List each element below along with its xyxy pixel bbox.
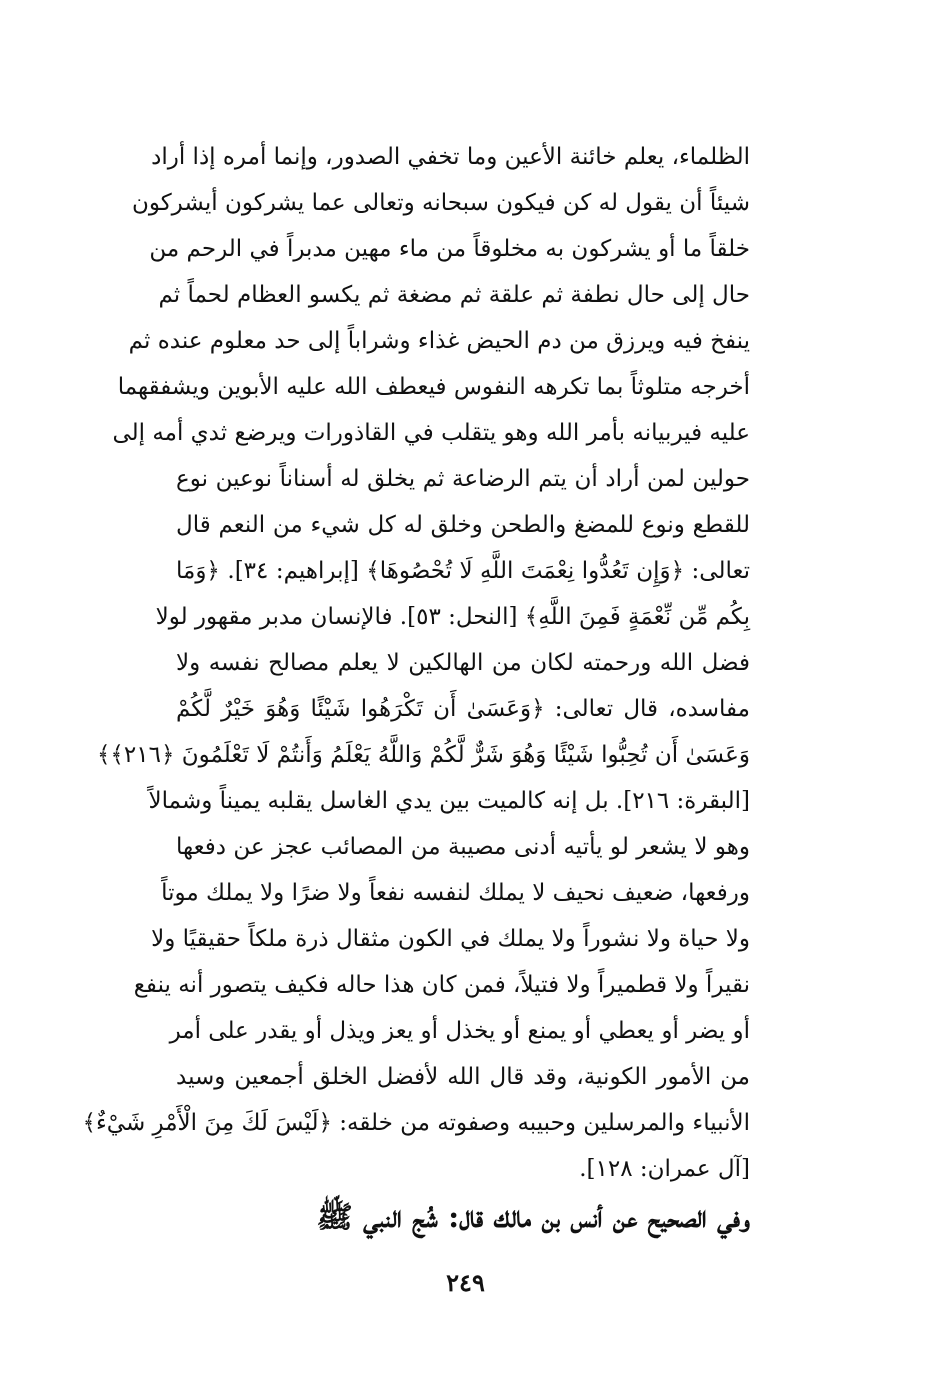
body-line: حال إلى حال نطفة ثم علقة ثم مضغة ثم يكسو العظام لحماً ثم bbox=[158, 282, 750, 308]
body-line: حولين لمن أراد أن يتم الرضاعة ثم يخلق له أسناناً نوعين نوع bbox=[176, 466, 750, 492]
body-line: ولا حياة ولا نشوراً ولا يملك في الكون مثقال ذرة ملكاً حقيقيًا ولا bbox=[151, 926, 750, 952]
body-line: مفاسده، قال تعالى: ﴿وَعَسَىٰ أَن تَكْرَهُوا شَيْئًا وَهُوَ خَيْرٌ لَّكُمْ bbox=[176, 696, 750, 722]
body-line: خلقاً ما أو يشركون به مخلوقاً من ماء مهين مدبراً في الرحم من bbox=[149, 236, 750, 262]
body-line: تعالى: ﴿وَإِن تَعُدُّوا نِعْمَتَ اللَّهِ لَا تُحْصُوهَا﴾ [إبراهيم: ٣٤]. ﴿وَمَا bbox=[176, 558, 750, 584]
body-line: [البقرة: ٢١٦]. بل إنه كالميت بين يدي الغاسل يقلبه يميناً وشمالاً bbox=[148, 788, 750, 814]
body-line: عليه فيربيانه بأمر الله وهو يتقلب في القاذورات ويرضع ثدي أمه إلى bbox=[112, 420, 750, 446]
body-line: وَعَسَىٰ أَن تُحِبُّوا شَيْئًا وَهُوَ شَرٌّ لَّكُمْ وَاللَّهُ يَعْلَمُ وَأَنتُمْ لَا تَعْلَمُونَ ﴿٢١٦﴾﴾ bbox=[96, 742, 750, 768]
body-line: ينفخ فيه ويرزق من دم الحيض غذاء وشراباً إلى حد معلوم عنده ثم bbox=[128, 328, 750, 354]
section-heading: وفي الصحيح عن أنس بن مالك قال: شُج النبي ﷺ bbox=[316, 1200, 750, 1235]
body-line: الظلماء، يعلم خائنة الأعين وما تخفي الصدور، وإنما أمره إذا أراد bbox=[151, 144, 750, 170]
body-line: [آل عمران: ١٢٨]. bbox=[579, 1156, 750, 1182]
body-line: شيئاً أن يقول له كن فيكون سبحانه وتعالى عما يشركون أيشركون bbox=[131, 190, 750, 216]
body-line: بِكُم مِّن نِّعْمَةٍ فَمِنَ اللَّهِ﴾ [النحل: ٥٣]. فالإنسان مدبر مقهور لولا bbox=[155, 604, 750, 630]
body-text bbox=[82, 134, 750, 1192]
body-line: أخرجه متلوثاً بما تكرهه النفوس فيعطف الله عليه الأبوين ويشفقهما bbox=[117, 374, 750, 400]
body-line: فضل الله ورحمته لكان من الهالكين لا يعلم مصالح نفسه ولا bbox=[176, 650, 750, 676]
body-line: نقيراً ولا قطميراً ولا فتيلاً، فمن كان هذا حاله فكيف يتصور أنه ينفع bbox=[133, 972, 750, 998]
body-line: للقطع ونوع للمضغ والطحن وخلق له كل شيء من النعم قال bbox=[176, 512, 750, 538]
body-line: أو يضر أو يعطي أو يمنع أو يخذل أو يعز ويذل أو يقدر على أمر bbox=[169, 1018, 750, 1044]
body-line: ورفعها، ضعيف نحيف لا يملك لنفسه نفعاً ولا ضرًا ولا يملك موتاً bbox=[161, 880, 750, 906]
body-line: وهو لا يشعر لو يأتيه أدنى مصيبة من المصائب عجز عن دفعها bbox=[176, 834, 750, 860]
body-line: من الأمور الكونية، وقد قال الله لأفضل الخلق أجمعين وسيد bbox=[176, 1064, 750, 1090]
body-line: الأنبياء والمرسلين وحبيبه وصفوته من خلقه: ﴿لَيْسَ لَكَ مِنَ الْأَمْرِ شَيْءٌ﴾ bbox=[82, 1110, 750, 1136]
page-number: ٢٤٩ bbox=[446, 1268, 485, 1297]
